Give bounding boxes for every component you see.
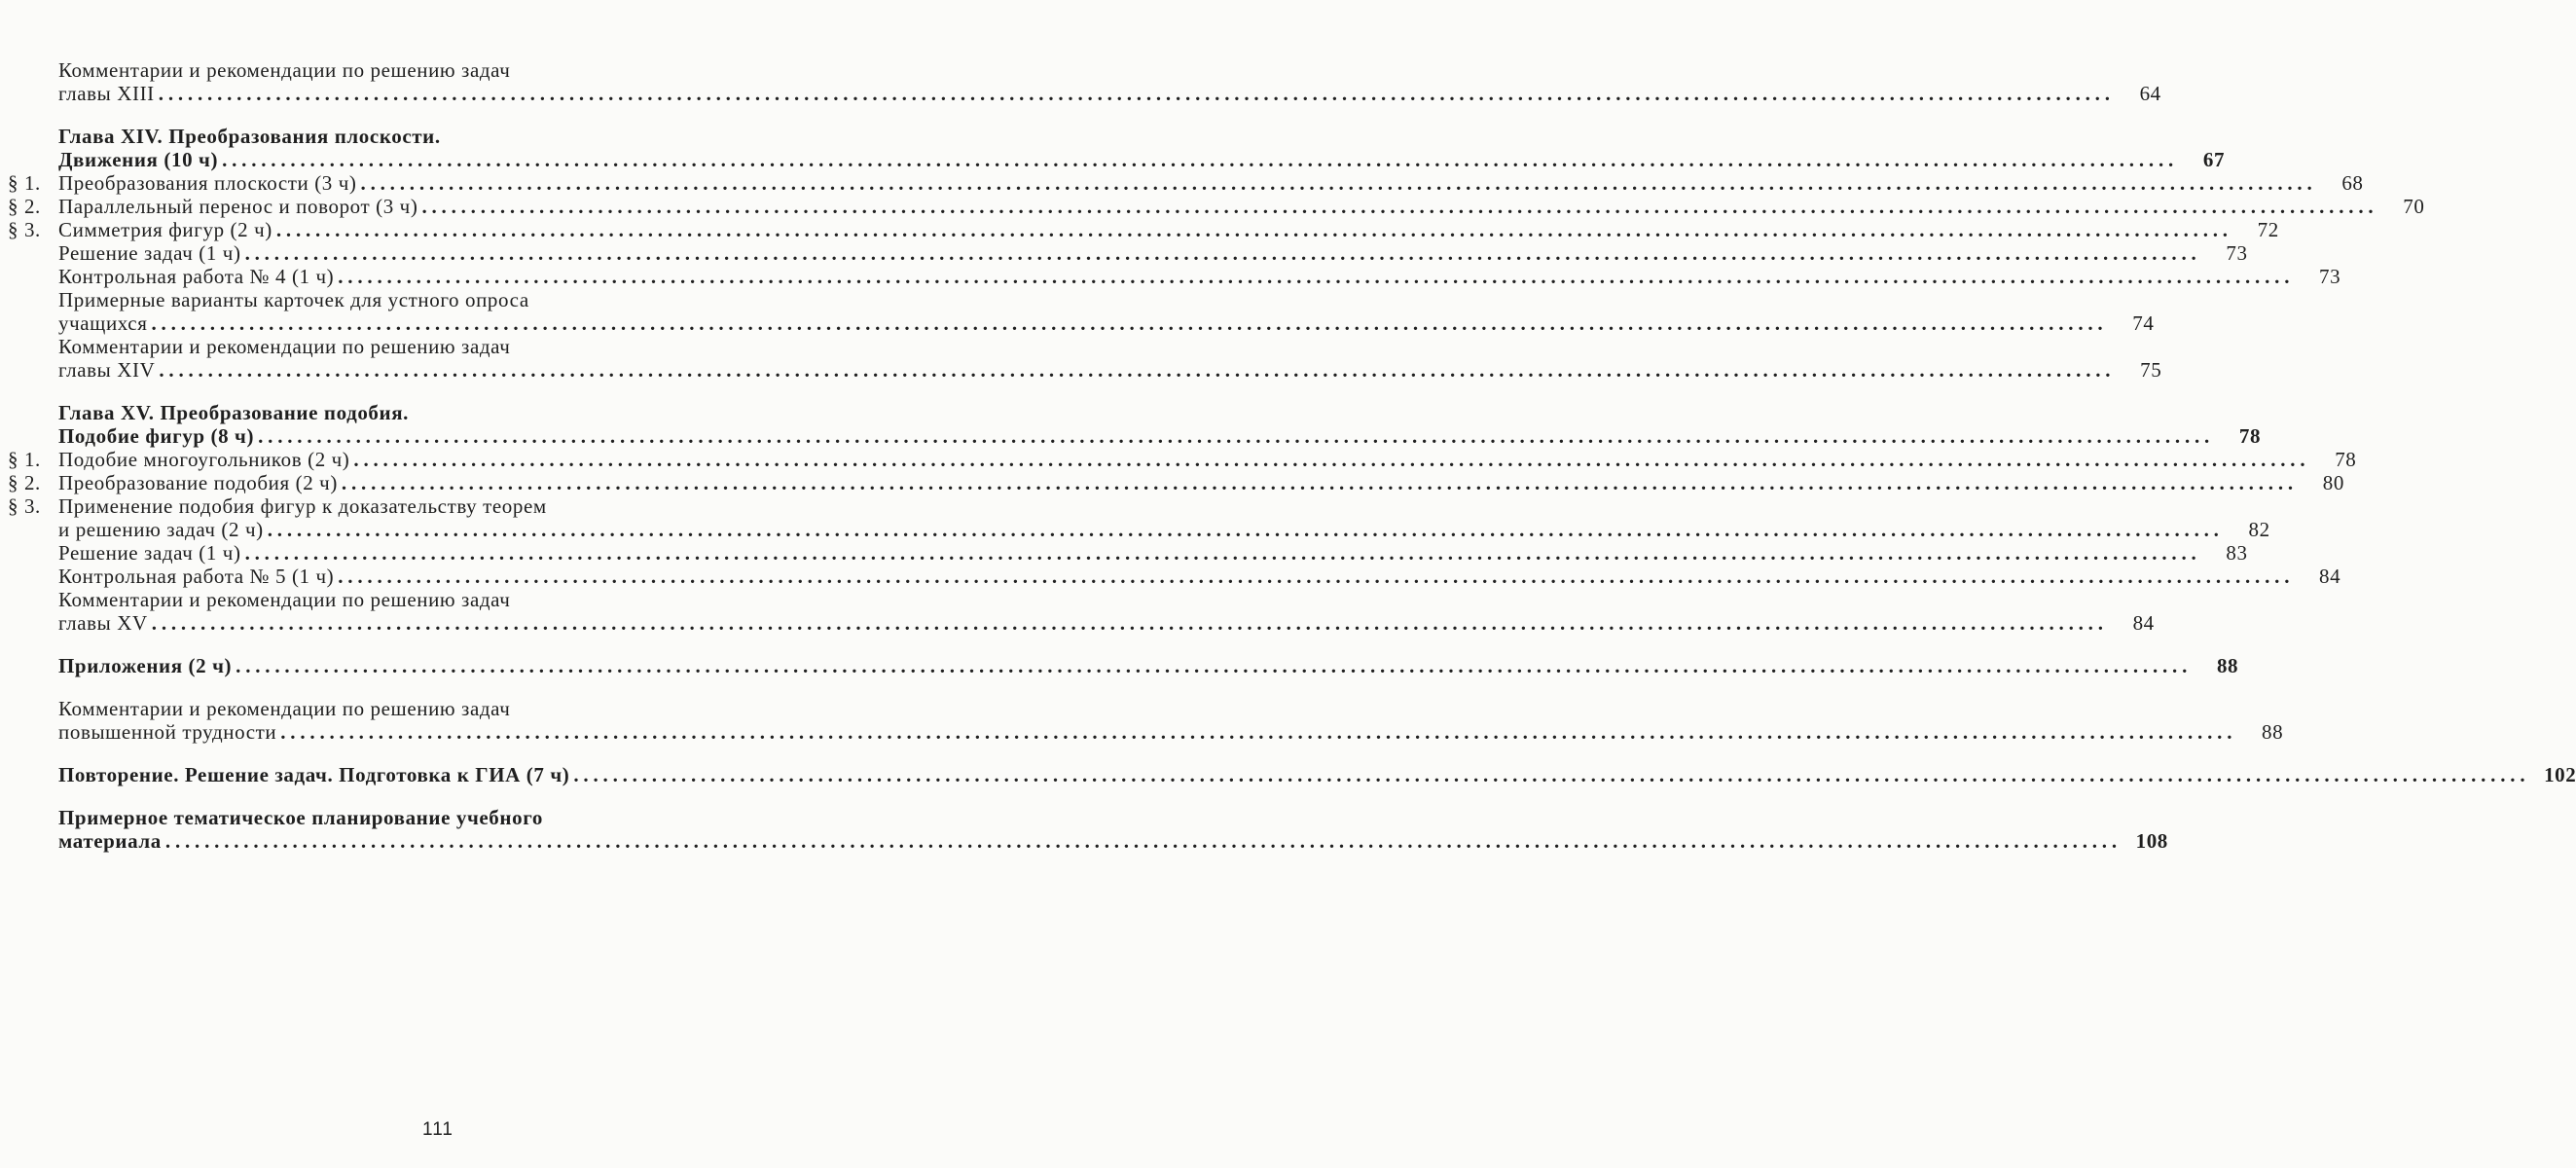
toc-entry-title: Применение подобия фигур к доказательству теорем <box>58 494 547 518</box>
toc-entry <box>0 195 2425 218</box>
toc-page-number: 88 <box>2216 654 2239 677</box>
page-number: 111 <box>422 1119 454 1140</box>
toc-entry <box>0 541 2248 565</box>
toc-entry-title: Решение задач (1 ч) <box>58 241 241 265</box>
toc-entry <box>0 763 2576 786</box>
section-mark: § 2. <box>8 195 41 218</box>
dot-leader: ........................................................................................................................................................................................................ <box>267 518 2224 541</box>
toc-entry-title: Контрольная работа № 4 (1 ч) <box>58 265 335 288</box>
toc-page-number: 73 <box>2226 241 2248 265</box>
dot-leader: ........................................................................................................................................................................................................ <box>258 424 2215 448</box>
dot-leader: ........................................................................................................................................................................................................ <box>280 720 2237 744</box>
toc-entry <box>0 241 2248 265</box>
toc-entry-title: Преобразования плоскости (3 ч) <box>58 171 357 195</box>
toc-entry-title: Комментарии и рекомендации по решению задач <box>58 335 511 358</box>
toc-entry <box>0 697 2284 744</box>
toc-entry <box>0 265 2341 288</box>
toc-entry-title: Симметрия фигур (2 ч) <box>58 218 272 241</box>
toc-entry-title: Решение задач (1 ч) <box>58 541 241 565</box>
toc-entry-title: Примерное тематическое планирование учебного <box>58 806 543 829</box>
dot-leader: ........................................................................................................................................................................................................ <box>341 471 2298 494</box>
toc-page-number: 84 <box>2319 565 2341 588</box>
toc-entry-title: повышенной трудности <box>58 720 277 744</box>
dot-leader: ........................................................................................................................................................................................................ <box>158 82 2115 105</box>
toc-entry-title: Приложения (2 ч) <box>58 654 233 677</box>
toc-entry-title: Комментарии и рекомендации по решению задач <box>58 58 511 82</box>
dot-leader: ........................................................................................................................................................................................................ <box>159 358 2116 382</box>
toc-entry-title: и решению задач (2 ч) <box>58 518 264 541</box>
section-gap <box>0 635 876 654</box>
section-gap <box>0 677 876 697</box>
toc-entry-title: Преобразование подобия (2 ч) <box>58 471 338 494</box>
toc-entry <box>0 565 2341 588</box>
dot-leader: ........................................................................................................................................................................................................ <box>151 611 2108 635</box>
toc-entry <box>0 494 2270 541</box>
toc-entry-title: Подобие фигур (8 ч) <box>58 424 255 448</box>
toc-entry-title: Движения (10 ч) <box>58 148 219 171</box>
toc-entry-title: учащихся <box>58 311 148 335</box>
dot-leader: ........................................................................................................................................................................................................ <box>244 241 2201 265</box>
toc-entry-title: Повторение. Решение задач. Подготовка к ГИА (7 ч) <box>58 763 570 786</box>
toc-entry-title: Примерные варианты карточек для устного опроса <box>58 288 529 311</box>
toc-entry <box>0 288 2155 335</box>
dot-leader: ........................................................................................................................................................................................................ <box>236 654 2193 677</box>
toc-page-number: 78 <box>2238 424 2262 448</box>
toc-page-number: 67 <box>2202 148 2226 171</box>
toc-entry <box>0 448 2357 471</box>
toc-page-number: 72 <box>2257 218 2279 241</box>
toc-entry <box>0 654 2239 677</box>
dot-leader: ........................................................................................................................................................................................................ <box>360 171 2317 195</box>
dot-leader: ........................................................................................................................................................................................................ <box>573 763 2530 786</box>
dot-leader: ........................................................................................................................................................................................................ <box>338 565 2295 588</box>
toc-page-number: 83 <box>2226 541 2248 565</box>
toc-entry-title: Комментарии и рекомендации по решению задач <box>58 697 511 720</box>
toc-entry-title: Глава XV. Преобразование подобия. <box>58 401 410 424</box>
section-mark: § 3. <box>8 494 41 518</box>
toc-entry-title: Параллельный перенос и поворот (3 ч) <box>58 195 418 218</box>
table-of-contents <box>0 58 2576 853</box>
toc-page-number: 80 <box>2322 471 2344 494</box>
dot-leader: ........................................................................................................................................................................................................ <box>222 148 2179 171</box>
section-mark: § 1. <box>8 171 41 195</box>
toc-entry-title: Глава XIV. Преобразования плоскости. <box>58 125 441 148</box>
toc-entry <box>0 588 2155 635</box>
toc-page-number: 108 <box>2135 829 2168 853</box>
dot-leader: ........................................................................................................................................................................................................ <box>244 541 2201 565</box>
dot-leader: ........................................................................................................................................................................................................ <box>151 311 2108 335</box>
toc-page-number: 73 <box>2319 265 2341 288</box>
dot-leader: ........................................................................................................................................................................................................ <box>353 448 2310 471</box>
toc-entry <box>0 171 2364 195</box>
section-mark: § 1. <box>8 448 41 471</box>
toc-entry <box>0 125 2226 171</box>
toc-page-number: 102 <box>2544 763 2576 786</box>
toc-entry <box>0 806 2168 853</box>
toc-page-number: 75 <box>2140 358 2162 382</box>
toc-page-number: 82 <box>2248 518 2270 541</box>
toc-page-number: 64 <box>2139 82 2161 105</box>
toc-entry-title: главы XIV <box>58 358 156 382</box>
section-mark: § 2. <box>8 471 41 494</box>
toc-page-number: 78 <box>2335 448 2357 471</box>
toc-entry <box>0 58 2161 105</box>
toc-entry-title: Подобие многоугольников (2 ч) <box>58 448 350 471</box>
toc-entry-title: Комментарии и рекомендации по решению задач <box>58 588 511 611</box>
toc-entry <box>0 401 2262 448</box>
dot-leader: ........................................................................................................................................................................................................ <box>338 265 2295 288</box>
section-gap <box>0 786 876 806</box>
section-mark: § 3. <box>8 218 41 241</box>
section-gap <box>0 744 876 763</box>
toc-entry-title: главы XIII <box>58 82 155 105</box>
toc-page-number: 74 <box>2132 311 2155 335</box>
toc-page-number: 68 <box>2341 171 2364 195</box>
toc-page-number: 88 <box>2262 720 2284 744</box>
toc-page-number: 84 <box>2132 611 2155 635</box>
section-gap <box>0 382 876 401</box>
toc-entry <box>0 335 2162 382</box>
toc-page-number: 70 <box>2403 195 2425 218</box>
section-gap <box>0 105 876 125</box>
toc-entry-title: Контрольная работа № 5 (1 ч) <box>58 565 335 588</box>
toc-entry-title: материала <box>58 829 162 853</box>
toc-entry-title: главы XV <box>58 611 148 635</box>
toc-entry <box>0 471 2344 494</box>
dot-leader: ........................................................................................................................................................................................................ <box>421 195 2378 218</box>
toc-entry <box>0 218 2279 241</box>
dot-leader: ........................................................................................................................................................................................................ <box>164 829 2122 853</box>
dot-leader: ........................................................................................................................................................................................................ <box>275 218 2232 241</box>
